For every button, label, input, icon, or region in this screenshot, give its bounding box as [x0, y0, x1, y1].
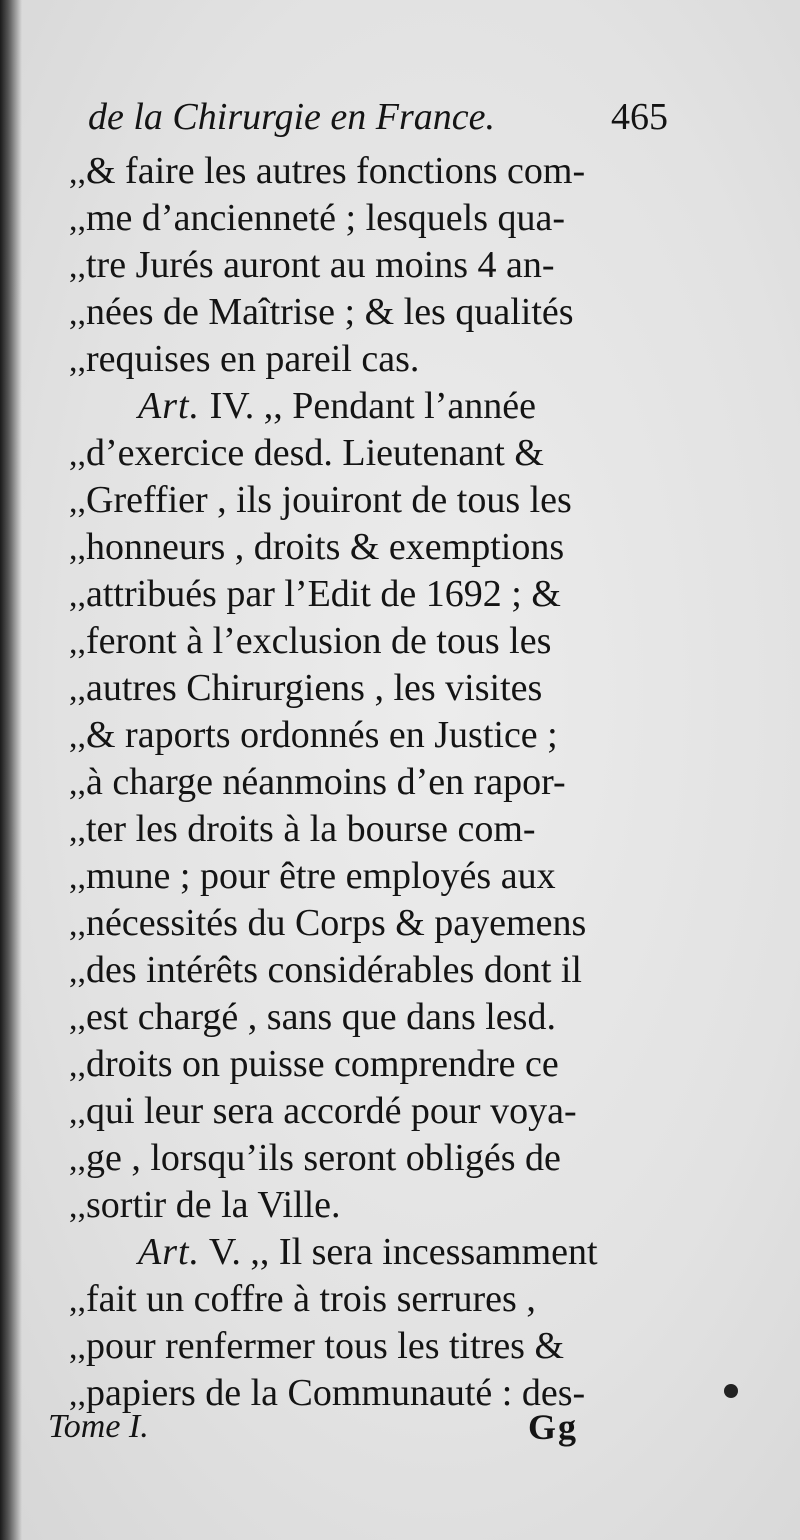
line-text: me d’ancienneté ; lesquels qua-: [86, 197, 566, 239]
line-text: feront à l’exclusion de tous les: [86, 620, 552, 662]
text-line: [38, 383, 678, 430]
text-line: [38, 571, 678, 618]
text-line: [38, 947, 678, 994]
quotation-mark: ,,: [69, 718, 86, 755]
quotation-mark: ,,: [69, 1376, 86, 1413]
line-text: papiers de la Communauté : des-: [86, 1372, 586, 1414]
page-header: [88, 92, 668, 142]
running-title: de la Chirurgie en France.: [88, 96, 496, 138]
line-text: [86, 385, 536, 427]
quotation-mark: ,,: [69, 483, 86, 520]
text-line: [38, 1229, 678, 1276]
line-text: requises en pareil cas.: [86, 338, 420, 380]
quotation-mark: ,,: [69, 1000, 86, 1037]
text-line: [38, 994, 678, 1041]
text-line: [38, 195, 678, 242]
line-text: honneurs , droits & exemptions: [86, 526, 565, 568]
text-line: [38, 242, 678, 289]
text-line: [38, 430, 678, 477]
quotation-mark: ,,: [69, 1094, 86, 1131]
line-text: ge , lorsqu’ils seront obligés de: [86, 1137, 561, 1179]
quotation-mark: ,,: [69, 1329, 86, 1366]
line-text: Greffier , ils jouiront de tous les: [86, 479, 572, 521]
line-text: & faire les autres fonctions com-: [86, 150, 586, 192]
quotation-mark: ,,: [69, 1282, 86, 1319]
quotation-mark: ,,: [69, 436, 86, 473]
line-text: autres Chirurgiens , les visites: [86, 667, 543, 709]
quotation-mark: ,,: [69, 1188, 86, 1225]
line-text: d’exercice desd. Lieutenant &: [86, 432, 544, 474]
page-footer: [48, 1402, 578, 1452]
line-text: qui leur sera accordé pour voya-: [86, 1090, 577, 1132]
quotation-mark: ,,: [69, 530, 86, 567]
text-line: [38, 148, 678, 195]
line-text: mune ; pour être employés aux: [86, 855, 556, 897]
line-text: sortir de la Ville.: [86, 1184, 341, 1226]
quotation-mark: ,,: [69, 953, 86, 990]
text-line: [38, 853, 678, 900]
text-line: [38, 524, 678, 571]
ink-blot: [724, 1384, 738, 1398]
line-text: pour renfermer tous les titres &: [86, 1325, 565, 1367]
line-text: droits on puisse comprendre ce: [86, 1043, 559, 1085]
line-text: est chargé , sans que dans lesd.: [86, 996, 556, 1038]
text-line: [38, 1088, 678, 1135]
line-text: [86, 1231, 598, 1273]
line-text: ter les droits à la bourse com-: [86, 808, 536, 850]
quotation-mark: ,,: [69, 201, 86, 238]
body-text-block: [38, 148, 678, 1417]
line-text: fait un coffre à trois serrures ,: [86, 1278, 536, 1320]
text-line: [38, 900, 678, 947]
quotation-mark: ,,: [69, 765, 86, 802]
article-label: Art.: [138, 385, 201, 427]
quotation-mark: ,,: [69, 671, 86, 708]
quotation-mark: ,,: [69, 1141, 86, 1178]
quotation-mark: ,,: [69, 624, 86, 661]
line-text: à charge néanmoins d’en rapor-: [86, 761, 566, 803]
text-line: [38, 1276, 678, 1323]
text-line: [38, 759, 678, 806]
quotation-mark: ,,: [69, 577, 86, 614]
text-line: [38, 712, 678, 759]
line-text: nées de Maîtrise ; & les qualités: [86, 291, 574, 333]
text-line: [38, 1323, 678, 1370]
text-line: [38, 1182, 678, 1229]
quotation-mark: ,,: [69, 812, 86, 849]
volume-label: Tome I.: [48, 1408, 149, 1445]
quotation-mark: ,,: [69, 906, 86, 943]
page-edge-shadow: [0, 0, 22, 1540]
quotation-mark: ,,: [69, 295, 86, 332]
text-line: [38, 806, 678, 853]
signature-mark: Gg: [527, 1407, 578, 1447]
quotation-mark: ,,: [69, 154, 86, 191]
text-line: [38, 477, 678, 524]
article-text: V. ,, Il sera incessamment: [200, 1231, 598, 1273]
line-text: des intérêts considérables dont il: [86, 949, 582, 991]
text-line: [38, 336, 678, 383]
quotation-mark: ,,: [69, 859, 86, 896]
line-text: nécessités du Corps & payemens: [86, 902, 587, 944]
quotation-mark: ,,: [69, 1047, 86, 1084]
text-line: [38, 618, 678, 665]
text-line: [38, 289, 678, 336]
line-text: tre Jurés auront au moins 4 an-: [86, 244, 555, 286]
text-line: [38, 1041, 678, 1088]
quotation-mark: ,,: [69, 248, 86, 285]
text-line: [38, 1135, 678, 1182]
article-text: IV. ,, Pendant l’année: [200, 385, 536, 427]
line-text: & raports ordonnés en Justice ;: [86, 714, 558, 756]
line-text: attribués par l’Edit de 1692 ; &: [86, 573, 561, 615]
page-number: 465: [611, 96, 668, 138]
article-label: Art.: [138, 1231, 201, 1273]
text-line: [38, 665, 678, 712]
quotation-mark: ,,: [69, 342, 86, 379]
